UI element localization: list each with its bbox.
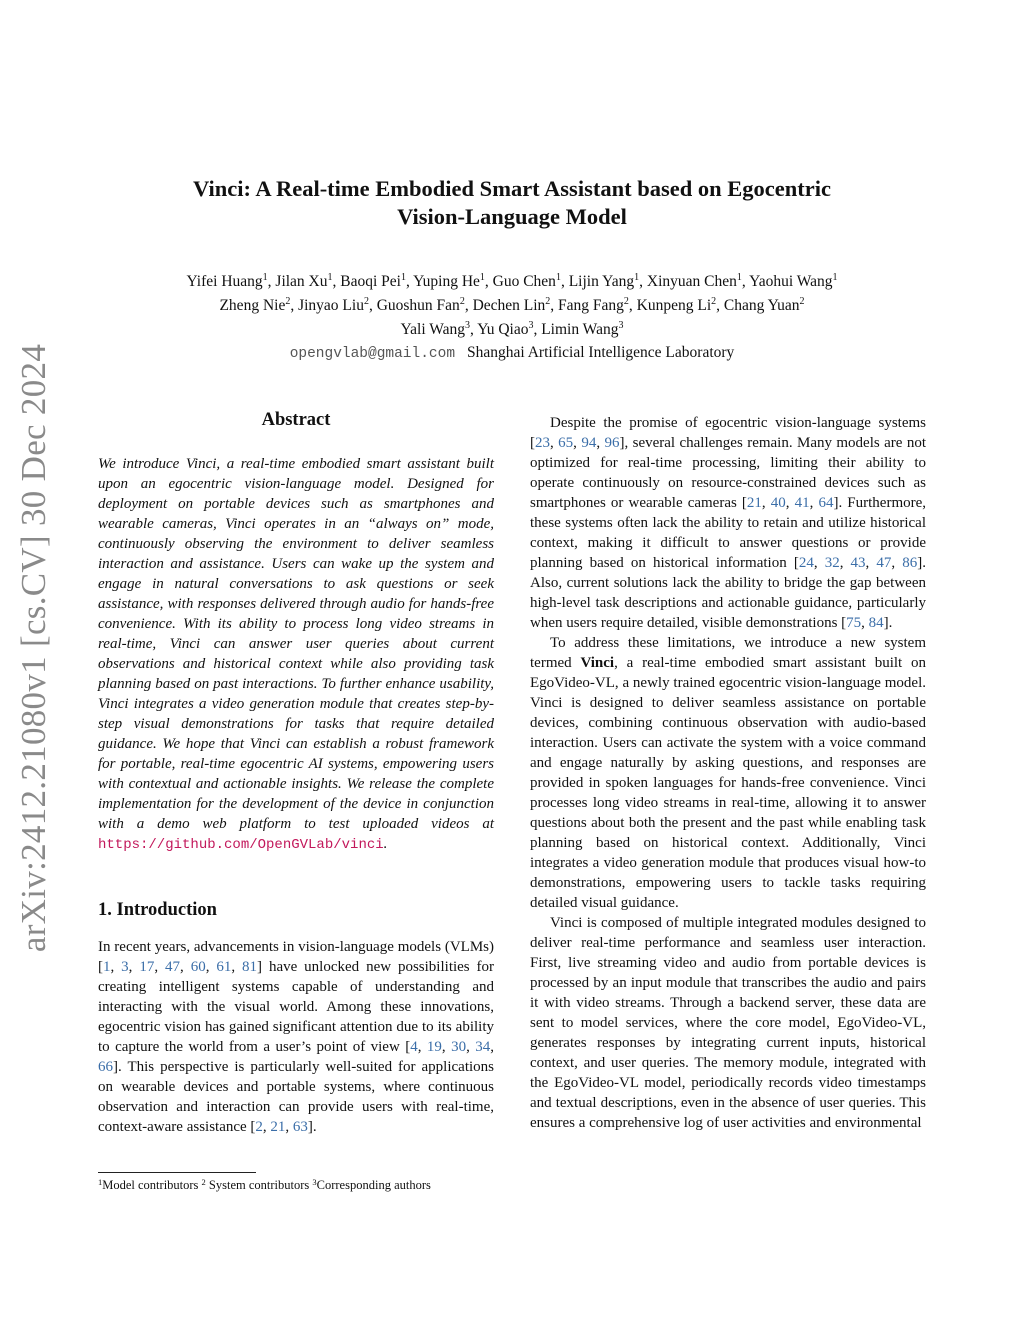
affiliation-mark: 1: [400, 272, 406, 283]
affiliation-mark: 3: [618, 320, 624, 331]
author-name: Baoqi Pei: [340, 273, 401, 290]
abstract-end: .: [383, 836, 388, 852]
right-column: [530, 413, 926, 1133]
author-list: [100, 270, 924, 342]
affiliation-mark: 1: [262, 272, 268, 283]
author-name: Dechen Lin: [472, 297, 546, 314]
author-row-1: Yifei Huang$^1$, Jilan Xu$^1$, Baoqi Pei$^1$, Yuping He$^1$, Guo Chen$^1$, Lijin Yang$^1$, Xinyuan Chen$^1$, Yaohui Wang$^1$: [186, 272, 838, 290]
bold-term: Vinci: [580, 655, 615, 671]
author-name: Yuping He: [413, 273, 480, 290]
abstract-heading: Abstract: [261, 410, 331, 430]
citation-link[interactable]: 47: [165, 959, 181, 975]
citation-link[interactable]: 23: [535, 435, 550, 451]
citation-link[interactable]: 2: [255, 1119, 263, 1135]
affiliation-mark: 1: [832, 272, 838, 283]
footnote-mark: 2: [201, 1177, 206, 1187]
abstract-text: We introduce Vinci, a real-time embodied smart assistant built upon an egocentric vision-language model. Designed for deployment on portable devices such as smartphones and wearable cameras, Vinci operates in an “always on” mode, continuously observing the environment to deliver seamless interaction and assistance. Users can wake up the system and engage in natural conversations to ask questions or seek assistance, with responses delivered through audio for hands-free convenience. With its ability to process long video streams in real-time, Vinci can answer user queries about current observations and historical context while also providing task planning based on past interactions. To further enhance usability, Vinci integrates a video generation module that creates step-by-step visual demonstrations for tasks that require detailed guidance. We hope that Vinci can establish a robust framework for portable, real-time egocentric AI systems, empowering users with contextual and actionable insights. We release the complete implementation for the development of the device in conjunction with a demo web platform to test uploaded videos at: [98, 456, 494, 832]
footnote-divider: [98, 1172, 256, 1173]
author-name: Yu Qiao: [477, 321, 529, 338]
paragraph-challenges: Despite the promise of egocentric vision-language systems [23, 65, 94, 96], several challenges remain. Many models are not optimized for real-time processing, limiting their ability to operate continuously on resource-constrained devices such as smartphones or wearable cameras [21, 40, 41, 64]. Furthermore, these systems often lack the ability to retain and utilize historical context, making it difficult to answer questions or provide planning based on historical information [24, 32, 43, 47, 86]. Also, current solutions lack the ability to bridge the gap between high-level task descriptions and actionable guidance, particularly when users require detailed, visible demonstrations [75, 84].: [530, 415, 927, 631]
citation-link[interactable]: 19: [426, 1039, 442, 1055]
citation-link[interactable]: 47: [876, 555, 892, 571]
footnote-mark: 3: [312, 1177, 317, 1187]
citation-link[interactable]: 21: [746, 495, 762, 511]
title-line-2: Vision-Language Model: [397, 204, 627, 229]
author-row-2: Zheng Nie$^2$, Jinyao Liu$^2$, Guoshun Fan$^2$, Dechen Lin$^2$, Fang Fang$^2$, Kunpeng Li$^2$, Chang Yuan$^2$: [219, 296, 805, 314]
citation-link[interactable]: 21: [270, 1119, 286, 1135]
author-row-3: Yali Wang$^3$, Yu Qiao$^3$, Limin Wang$^3$: [400, 320, 624, 338]
author-email[interactable]: opengvlab@gmail.com: [289, 346, 456, 362]
affiliation-mark: 1: [479, 272, 485, 283]
affiliation-mark: 1: [555, 272, 561, 283]
citation-link[interactable]: 61: [216, 959, 232, 975]
author-name: Guo Chen: [492, 273, 556, 290]
citation-link[interactable]: 66: [98, 1059, 113, 1075]
author-name: Yaohui Wang: [749, 273, 833, 290]
citation-link[interactable]: 40: [770, 495, 786, 511]
citation-link[interactable]: 24: [798, 555, 814, 571]
author-name: Lijin Yang: [568, 273, 635, 290]
citation-link[interactable]: 96: [604, 435, 620, 451]
citation-link[interactable]: 34: [475, 1039, 491, 1055]
citation-link[interactable]: 86: [902, 555, 918, 571]
citation-link[interactable]: 94: [581, 435, 597, 451]
affiliation-mark: 2: [459, 296, 465, 307]
introduction-paragraph: In recent years, advancements in vision-language models (VLMs) [1, 3, 17, 47, 60, 61, 81] have unlocked new possibilities for creating intelligent systems capable of understanding and interacting with the visual world. Among these innovations, egocentric vision has gained significant attention due to its ability to capture the world from a user’s point of view [4, 19, 30, 34, 66]. This perspective is particularly well-suited for applications on wearable devices and portable systems, where continuous observation and interaction can provide users with real-time, context-aware assistance [2, 21, 63].: [98, 939, 495, 1135]
section-heading-introduction: 1. Introduction: [98, 900, 217, 920]
affiliation: Shanghai Artificial Intelligence Laboratory: [467, 344, 735, 361]
author-name: Yifei Huang: [186, 273, 263, 290]
arxiv-identifier: arXiv:2412.21080v1 [cs.CV] 30 Dec 2024: [14, 343, 53, 953]
citation-link[interactable]: 32: [824, 555, 840, 571]
author-name: Guoshun Fan: [376, 297, 460, 314]
github-link[interactable]: https://github.com/OpenGVLab/vinci: [98, 837, 384, 853]
contact-line: [100, 344, 924, 362]
citation-link[interactable]: 75: [846, 615, 862, 631]
citation-link[interactable]: 64: [818, 495, 834, 511]
footnote: $^1$Model contributors $^2$ System contributors $^3$Corresponding authors: [98, 1177, 431, 1192]
author-name: Zheng Nie: [219, 297, 286, 314]
author-name: Xinyuan Chen: [646, 273, 737, 290]
affiliation-mark: 3: [528, 320, 534, 331]
footnote-mark: 1: [98, 1177, 103, 1187]
citation-link[interactable]: 1: [103, 959, 111, 975]
citation-link[interactable]: 43: [850, 555, 866, 571]
affiliation-mark: 2: [285, 296, 291, 307]
paragraph-vinci-intro: To address these limitations, we introduce a new system termed Vinci, a real-time embodied smart assistant built on EgoVideo-VL, a newly trained egocentric vision-language model. Vinci is designed to deliver seamless assistance on portable devices, combining continuous observation with audio-based interaction. Users can activate the system with a voice command and engage naturally by asking questions, and responses are provided in spoken languages for hands-free convenience. Vinci processes long video streams in real-time, allowing it to answer questions about both the present and the past while enabling task planning based on historical context. Additionally, Vinci integrates a video generation module that produces visual how-to demonstrations, empowering users to tackle tasks requiring detailed visual guidance.: [530, 635, 926, 911]
affiliation-mark: 1: [736, 272, 742, 283]
citation-link[interactable]: 30: [451, 1039, 467, 1055]
author-name: Jilan Xu: [275, 273, 328, 290]
author-name: Fang Fang: [558, 297, 624, 314]
author-name: Limin Wang: [541, 321, 619, 338]
affiliation-mark: 2: [363, 296, 369, 307]
affiliation-mark: 2: [545, 296, 551, 307]
citation-link[interactable]: 60: [190, 959, 206, 975]
title-line-1: Vinci: A Real-time Embodied Smart Assistant based on Egocentric: [193, 176, 831, 201]
citation-link[interactable]: 81: [242, 959, 258, 975]
paper-title: [100, 175, 924, 231]
author-name: Yali Wang: [400, 321, 466, 338]
abstract-body: [98, 454, 494, 855]
citation-link[interactable]: 41: [794, 495, 810, 511]
citation-link[interactable]: 3: [121, 959, 129, 975]
author-name: Kunpeng Li: [636, 297, 712, 314]
affiliation-mark: 1: [327, 272, 333, 283]
affiliation-mark: 2: [799, 296, 805, 307]
paragraph-modules: Vinci is composed of multiple integrated modules designed to deliver real-time performance and seamless user interaction. First, live streaming video and audio from portable devices is processed by an input module that transcribes the audio and pairs it with video streams. Through a backend server, these data are sent to model services, where the core model, EgoVideo-VL, generates responses by integrating current inputs, historical context, and user queries. The memory module, integrated with the EgoVideo-VL model, periodically records video timestamps and textual descriptions, even in the absence of user queries. This ensures a comprehensive log of user activities and environmental: [530, 915, 926, 1131]
citation-link[interactable]: 63: [292, 1119, 308, 1135]
citation-link[interactable]: 4: [410, 1039, 418, 1055]
citation-link[interactable]: 17: [139, 959, 155, 975]
author-name: Jinyao Liu: [298, 297, 364, 314]
affiliation-mark: 3: [465, 320, 471, 331]
citation-link[interactable]: 84: [868, 615, 884, 631]
citation-link[interactable]: 65: [558, 435, 574, 451]
affiliation-mark: 1: [634, 272, 640, 283]
author-name: Chang Yuan: [723, 297, 800, 314]
affiliation-mark: 2: [711, 296, 717, 307]
affiliation-mark: 2: [623, 296, 629, 307]
